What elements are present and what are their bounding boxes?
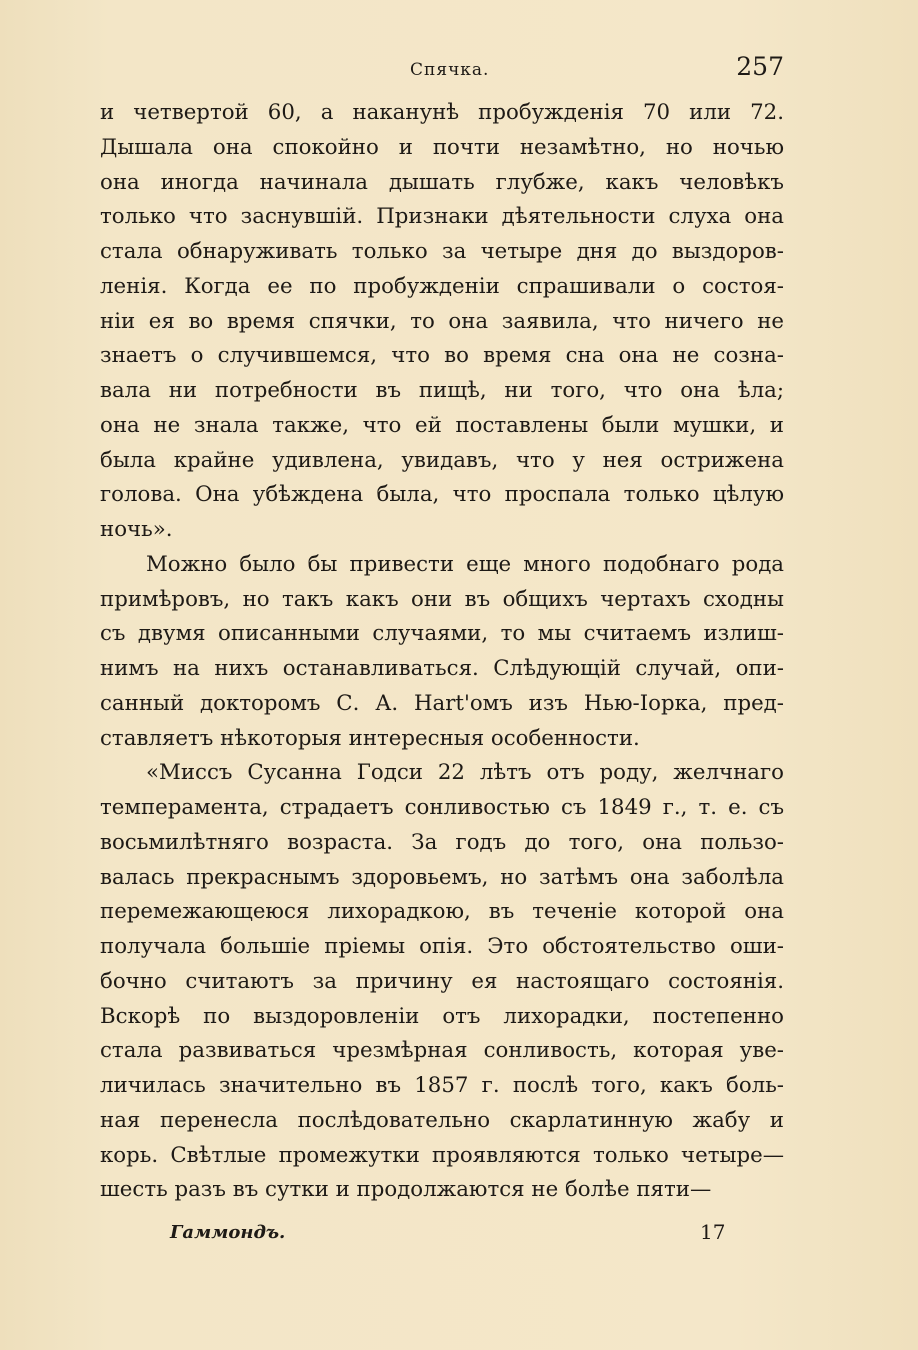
- text-line: восьмилѣтняго возраста. За годъ до того, она пользо-: [100, 829, 784, 855]
- text-line: ная перенесла послѣдовательно скарлатинную жабу и: [100, 1107, 784, 1133]
- text-line: «Миссъ Сусанна Годси 22 лѣтъ отъ роду, желчнаго: [146, 760, 784, 786]
- text-line: корь. Свѣтлые промежутки проявляются только четыре—: [100, 1142, 784, 1168]
- text-line: стала развиваться чрезмѣрная сонливость, которая уве-: [100, 1038, 784, 1064]
- text-line: стала обнаруживать только за четыре дня до выздоров-: [100, 239, 784, 264]
- text-line: Вскорѣ по выздоровленіи отъ лихорадки, постепенно: [100, 1003, 784, 1029]
- text-line: и четвертой 60, а наканунѣ пробужденія 70 или 72.: [100, 100, 784, 125]
- text-line: вала ни потребности въ пищѣ, ни того, что она ѣла;: [100, 378, 784, 403]
- text-line: ніи ея во время спячки, то она заявила, что ничего не: [100, 308, 784, 334]
- text-line: шесть разъ въ сутки и продолжаются не болѣе пяти—: [100, 1177, 712, 1203]
- running-title: Спячка.: [410, 60, 490, 80]
- text-line: Можно было бы привести еще много подобнаго рода: [146, 551, 784, 577]
- text-line: она не знала также, что ей поставлены были мушки, и: [100, 412, 784, 438]
- text-line: ночь».: [100, 517, 173, 542]
- text-line: съ двумя описанными случаями, то мы считаемъ излиш-: [100, 621, 784, 647]
- text-line: бочно считаютъ за причину ея настоящаго состоянія.: [100, 968, 784, 994]
- text-line: ставляетъ нѣкоторыя интересныя особенности.: [100, 725, 640, 751]
- text-line: ленія. Когда ее по пробужденіи спрашивали о состоя-: [100, 273, 784, 299]
- printer-signature: Гаммондъ.: [170, 1222, 286, 1243]
- text-line: темперамента, страдаетъ сонливостью съ 1849 г., т. е. съ: [100, 795, 784, 820]
- text-line: получала большіе пріемы опія. Это обстоятельство оши-: [100, 934, 784, 959]
- text-line: валась прекраснымъ здоровьемъ, но затѣмъ она заболѣла: [100, 864, 784, 890]
- text-line: примѣровъ, но такъ какъ они въ общихъ чертахъ сходны: [100, 586, 784, 612]
- text-line: санный докторомъ С. А. Hart'омъ изъ Нью-Іорка, пред-: [100, 690, 784, 716]
- page-footer: [170, 1220, 730, 1254]
- text-line: была крайне удивлена, увидавъ, что у нея острижена: [100, 447, 784, 473]
- page-header: [100, 52, 784, 88]
- text-line: только что заснувшій. Признаки дѣятельности слуха она: [100, 204, 784, 230]
- text-line: личилась значительно въ 1857 г. послѣ того, какъ боль-: [100, 1073, 784, 1098]
- paragraph: [100, 548, 784, 757]
- text-line: перемежающеюся лихорадкою, въ теченіе которой она: [100, 899, 784, 925]
- text-line: нимъ на нихъ останавливаться. Слѣдующій случай, опи-: [100, 656, 784, 681]
- paragraph: [100, 96, 784, 548]
- paragraph: [100, 756, 784, 1208]
- text-line: Дышала она спокойно и почти незамѣтно, но ночью: [100, 134, 784, 160]
- text-line: знаетъ о случившемся, что во время сна она не созна-: [100, 343, 784, 369]
- text-line: она иногда начинала дышать глубже, какъ человѣкъ: [100, 169, 784, 195]
- body-text: [100, 96, 784, 1208]
- page-number: 257: [736, 52, 784, 81]
- sheet-number: 17: [700, 1220, 726, 1244]
- text-line: голова. Она убѣждена была, что проспала только цѣлую: [100, 482, 784, 508]
